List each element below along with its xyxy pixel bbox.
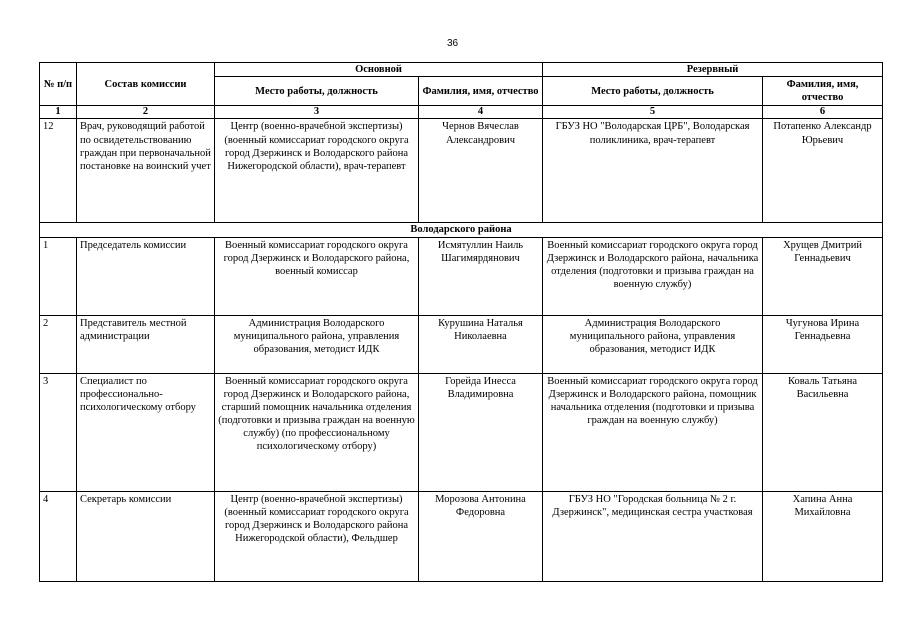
section-title: Володарского района xyxy=(40,223,883,237)
row-reserve-work: Администрация Володарского муниципального района, управления образования, методист ИДК xyxy=(543,315,763,373)
header-group-main: Основной xyxy=(215,63,543,77)
header-reserve-workplace: Место работы, должность xyxy=(543,77,763,106)
row-num: 2 xyxy=(40,315,77,373)
column-number: 5 xyxy=(543,106,763,119)
row-role: Представитель местной администрации xyxy=(77,315,215,373)
header-group-reserve: Резервный xyxy=(543,63,883,77)
row-reserve-work: Военный комиссариат городского округа город Дзержинск и Володарского района, помощник начальника отделения (подготовки и призыва граждан на военную службу) xyxy=(543,373,763,491)
header-num: № п/п xyxy=(40,63,77,106)
row-role: Председатель комиссии xyxy=(77,237,215,315)
row-main-name: Курушина Наталья Николаевна xyxy=(419,315,543,373)
row-num: 1 xyxy=(40,237,77,315)
header-main-name: Фамилия, имя, отчество xyxy=(419,77,543,106)
commission-table xyxy=(39,62,883,582)
row-main-work: Военный комиссариат городского округа город Дзержинск и Володарского района, военный комиссар xyxy=(215,237,419,315)
column-number: 3 xyxy=(215,106,419,119)
header-composition: Состав комиссии xyxy=(77,63,215,106)
row-reserve-name: Потапенко Александр Юрьевич xyxy=(763,119,883,223)
row-main-name: Горейда Инесса Владимировна xyxy=(419,373,543,491)
header-row-1 xyxy=(40,63,883,77)
section-row xyxy=(40,223,883,237)
table-row xyxy=(40,237,883,315)
column-number: 2 xyxy=(77,106,215,119)
row-role: Врач, руководящий работой по освидетельствованию граждан при первоначальной постановке на воинский учет xyxy=(77,119,215,223)
header-reserve-name: Фамилия, имя, отчество xyxy=(763,77,883,106)
row-reserve-work: ГБУЗ НО "Городская больница № 2 г. Дзержинск", медицинская сестра участковая xyxy=(543,491,763,581)
row-reserve-name: Хрущев Дмитрий Геннадьевич xyxy=(763,237,883,315)
row-reserve-name: Чугунова Ирина Геннадьевна xyxy=(763,315,883,373)
page-number: 36 xyxy=(446,38,459,49)
row-main-work: Центр (военно-врачебной экспертизы) (военный комиссариат городского округа город Дзержинск и Володарского района Нижегородской области), Фельдшер xyxy=(215,491,419,581)
table-row xyxy=(40,373,883,491)
column-number-row xyxy=(40,106,883,119)
row-main-work: Центр (военно-врачебной экспертизы) (военный комиссариат городского округа город Дзержинск и Володарского района Нижегородской области), врач-терапевт xyxy=(215,119,419,223)
row-reserve-work: Военный комиссариат городского округа город Дзержинск и Володарского района, начальника отделения (подготовки и призыва граждан на военную службу) xyxy=(543,237,763,315)
table-row xyxy=(40,491,883,581)
column-number: 6 xyxy=(763,106,883,119)
row-reserve-work: ГБУЗ НО "Володарская ЦРБ", Володарская поликлиника, врач-терапевт xyxy=(543,119,763,223)
row-main-name: Исмятуллин Наиль Шагимярдянович xyxy=(419,237,543,315)
table-row xyxy=(40,119,883,223)
header-main-workplace: Место работы, должность xyxy=(215,77,419,106)
table-row xyxy=(40,315,883,373)
row-reserve-name: Хапина Анна Михайловна xyxy=(763,491,883,581)
row-num: 12 xyxy=(40,119,77,223)
row-role: Секретарь комиссии xyxy=(77,491,215,581)
row-role: Специалист по профессионально-психологическому отбору xyxy=(77,373,215,491)
row-main-name: Морозова Антонина Федоровна xyxy=(419,491,543,581)
row-main-work: Военный комиссариат городского округа город Дзержинск и Володарского района, старший помощник начальника отделения (подготовки и призыва граждан на военную службу) (по профессиональному психологическому отбору) xyxy=(215,373,419,491)
row-num: 4 xyxy=(40,491,77,581)
column-number: 1 xyxy=(40,106,77,119)
column-number: 4 xyxy=(419,106,543,119)
row-main-work: Администрация Володарского муниципального района, управления образования, методист ИДК xyxy=(215,315,419,373)
row-main-name: Чернов Вячеслав Александрович xyxy=(419,119,543,223)
row-reserve-name: Коваль Татьяна Васильевна xyxy=(763,373,883,491)
row-num: 3 xyxy=(40,373,77,491)
